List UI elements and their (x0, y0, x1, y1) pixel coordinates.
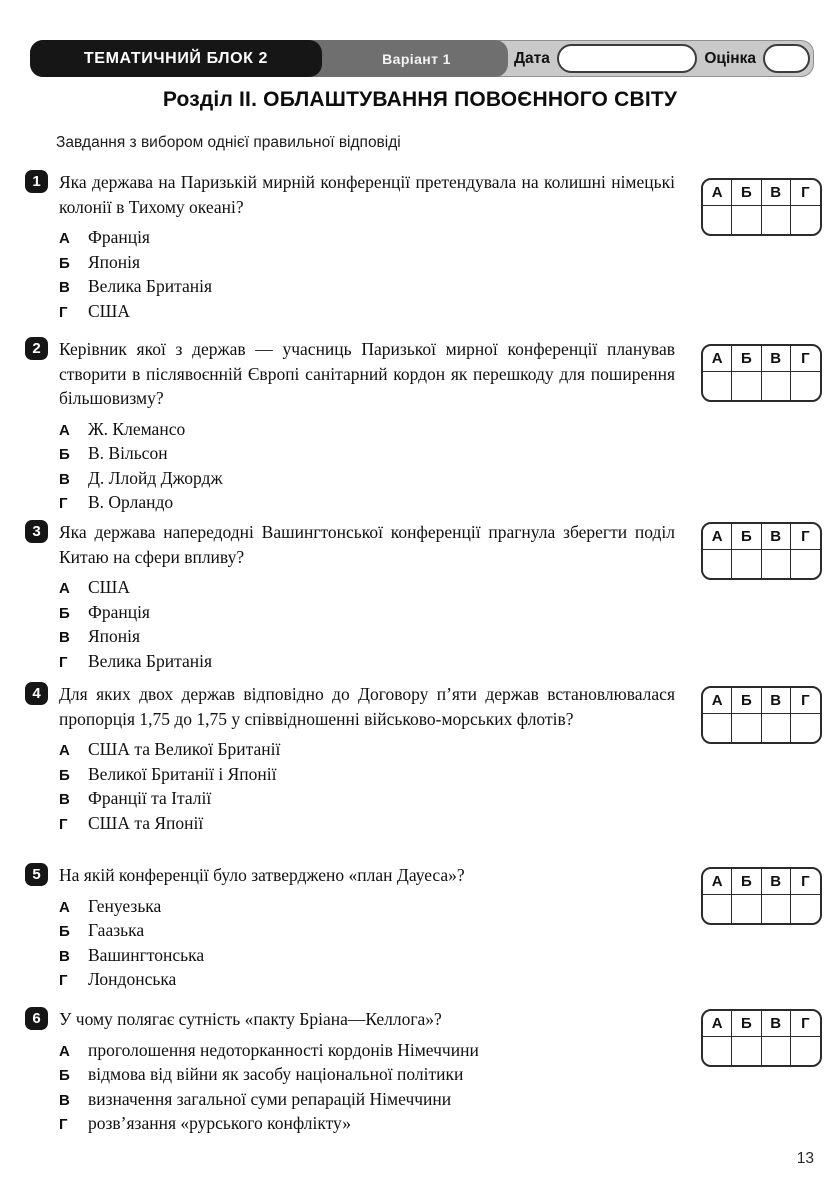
answer-option (59, 251, 675, 276)
option-text: США та Японії (88, 812, 204, 833)
question-number-badge: 4 (25, 682, 48, 705)
answer-grid-cell[interactable] (791, 1037, 820, 1066)
answer-grid-letter: А (703, 1011, 732, 1036)
question-body (59, 170, 675, 324)
answer-grid-cell[interactable] (703, 895, 732, 924)
answer-grid-cell[interactable] (703, 714, 732, 743)
answer-option (59, 625, 675, 650)
answer-option (59, 442, 675, 467)
answer-grid-cell[interactable] (732, 895, 761, 924)
answer-option (59, 1088, 675, 1113)
answer-grid-letter: А (703, 346, 732, 371)
answer-grid-letter: Б (732, 869, 761, 894)
answer-grid-letter: А (703, 180, 732, 205)
thematic-block-label: ТЕМАТИЧНИЙ БЛОК 2 (30, 40, 322, 77)
option-letter: Б (59, 923, 70, 940)
option-text: В. Орландо (88, 492, 174, 512)
answer-option (59, 919, 675, 944)
question-block (25, 682, 675, 836)
options-list (59, 226, 675, 324)
answer-grid[interactable] (701, 867, 822, 925)
option-letter: В (59, 470, 70, 488)
question-block (25, 1007, 675, 1137)
question-text: Яка держава на Паризькій мирній конференції претендувала на колишні німецькі колонії в Тихому океані? (59, 172, 675, 217)
options-list (59, 576, 675, 674)
option-letter: А (59, 421, 70, 439)
answer-grid-letter: В (762, 1011, 791, 1036)
grade-label: Оцінка (704, 49, 756, 67)
option-letter: Б (59, 766, 70, 784)
answer-option (59, 738, 675, 763)
option-letter: В (59, 1091, 70, 1109)
answer-grid[interactable] (701, 522, 822, 580)
option-letter: В (59, 947, 70, 965)
answer-grid-cell[interactable] (762, 895, 791, 924)
option-letter: А (59, 230, 70, 247)
question-block (25, 337, 675, 516)
answer-grid-cell[interactable] (791, 550, 820, 579)
answer-grid[interactable] (701, 178, 822, 236)
options-list (59, 895, 675, 993)
option-text: визначення загальної суми репарацій Німеччини (88, 1088, 452, 1109)
date-input[interactable] (557, 44, 697, 73)
option-text: В. Вільсон (88, 443, 168, 463)
option-text: розв’язання «рурського конфлікту» (88, 1113, 351, 1133)
option-text: Велика Британія (88, 276, 212, 296)
answer-grid-cell[interactable] (762, 550, 791, 579)
answer-grid-cell[interactable] (732, 714, 761, 743)
question-text: Яка держава напередодні Вашингтонської конференції прагнула зберегти поділ Китаю на сфери впливу? (59, 522, 675, 567)
answer-grid-cell[interactable] (762, 1037, 791, 1066)
page-number: 13 (796, 1150, 814, 1167)
answer-grid-cell[interactable] (732, 550, 761, 579)
option-text: Вашингтонська (88, 944, 205, 965)
answer-option (59, 300, 675, 325)
options-list (59, 738, 675, 836)
answer-option (59, 812, 675, 837)
question-number-badge: 3 (25, 520, 48, 543)
answer-grid-letter: А (703, 869, 732, 894)
question-number-badge: 6 (25, 1007, 48, 1030)
option-text: США (88, 577, 130, 597)
answer-grid-letter: А (703, 688, 732, 713)
answer-grid-letter: Б (732, 180, 761, 205)
answer-option (59, 467, 675, 492)
answer-grid-header (703, 1011, 820, 1037)
answer-grid-cell[interactable] (791, 206, 820, 235)
question-text: На якій конференції було затверджено «план Дауеса»? (59, 865, 465, 885)
answer-grid-cell[interactable] (791, 714, 820, 743)
variant-label: Варіант 1 (301, 40, 508, 77)
answer-option (59, 895, 675, 920)
question-body (59, 1007, 675, 1137)
option-text: Франція (88, 227, 150, 247)
option-letter: Г (59, 653, 68, 671)
option-text: Велика Британія (88, 650, 212, 671)
option-text: Великої Британії і Японії (88, 763, 277, 784)
answer-grid[interactable] (701, 686, 822, 744)
question-number-badge: 1 (25, 170, 48, 193)
page-title: Розділ ІІ. ОБЛАШТУВАННЯ ПОВОЄННОГО СВІТУ (162, 88, 678, 111)
option-letter: Г (59, 1116, 68, 1133)
option-letter: Г (59, 815, 68, 833)
section-subtitle: Завдання з вибором однієї правильної відповіді (56, 134, 401, 151)
answer-grid-header (703, 524, 820, 550)
option-letter: Б (59, 1067, 70, 1084)
answer-grid-cell[interactable] (732, 1037, 761, 1066)
answer-grid-cell[interactable] (732, 372, 761, 401)
answer-grid-row (703, 1037, 820, 1066)
answer-grid-cell[interactable] (762, 714, 791, 743)
answer-grid-cell[interactable] (732, 206, 761, 235)
answer-option (59, 944, 675, 969)
answer-grid-letter: Б (732, 524, 761, 549)
option-letter: Б (59, 604, 70, 622)
option-letter: А (59, 742, 70, 759)
options-list (59, 1039, 675, 1137)
question-body (59, 337, 675, 516)
option-letter: В (59, 279, 70, 296)
option-text: США (88, 300, 130, 321)
option-letter: Б (59, 446, 70, 463)
option-letter: А (59, 580, 70, 597)
answer-grid-cell[interactable] (762, 206, 791, 235)
answer-grid-cell[interactable] (703, 1037, 732, 1066)
option-text: США та Великої Британії (88, 739, 281, 759)
answer-grid-letter: В (762, 180, 791, 205)
question-block (25, 520, 675, 674)
answer-option (59, 1063, 675, 1088)
option-text: проголошення недоторканності кордонів Німеччини (88, 1039, 479, 1060)
question-body (59, 682, 675, 836)
answer-option (59, 968, 675, 993)
question-block (25, 863, 675, 993)
answer-grid-letter: А (703, 524, 732, 549)
answer-option (59, 763, 675, 788)
option-text: відмова від війни як засобу національної політики (88, 1064, 464, 1084)
option-letter: А (59, 1042, 70, 1060)
option-text: Д. Ллойд Джордж (88, 467, 223, 488)
answer-grid-cell[interactable] (791, 895, 820, 924)
answer-grid-letter: В (762, 524, 791, 549)
answer-grid-letter: Г (801, 873, 810, 890)
option-letter: В (59, 629, 70, 646)
answer-grid-header (703, 180, 820, 206)
option-text: Генуезька (88, 895, 162, 916)
question-body (59, 520, 675, 674)
answer-grid-letter: Б (732, 1011, 761, 1036)
option-text: Гаазька (88, 920, 145, 940)
answer-grid-letter: В (762, 869, 791, 894)
answer-option (59, 1112, 675, 1137)
header-bar (30, 40, 814, 77)
answer-grid-row (703, 714, 820, 743)
answer-option (59, 787, 675, 812)
answer-option (59, 418, 675, 443)
grade-input[interactable] (763, 44, 810, 73)
answer-grid-cell[interactable] (703, 206, 732, 235)
option-letter: Б (59, 254, 70, 272)
answer-grid-header (703, 688, 820, 714)
option-letter: В (59, 791, 70, 808)
question-text: Керівник якої з держав — учасниць Паризької мирної конференції планував створити в післявоєнній Європі санітарний кордон як перешкоду для поширення більшовизму? (59, 339, 675, 408)
answer-option (59, 576, 675, 601)
option-letter: Г (59, 303, 68, 321)
answer-grid-cell[interactable] (791, 372, 820, 401)
option-letter: Г (59, 972, 68, 989)
option-text: Франція (88, 601, 150, 622)
option-text: Франції та Італії (88, 788, 212, 808)
answer-grid-row (703, 372, 820, 401)
answer-option (59, 601, 675, 626)
answer-grid-cell[interactable] (762, 372, 791, 401)
option-text: Японія (88, 626, 141, 646)
option-text: Ж. Клемансо (88, 418, 186, 439)
question-text: Для яких двох держав відповідно до Договору п’яти держав встановлювалася пропорція 1,75 до 1,75 у співвідношенні військово-морських флотів? (59, 684, 675, 729)
answer-grid-letter: Г (801, 1015, 810, 1032)
answer-grid-row (703, 895, 820, 924)
question-body (59, 863, 675, 993)
answer-grid[interactable] (701, 1009, 822, 1067)
answer-grid-row (703, 550, 820, 579)
answer-grid-cell[interactable] (703, 550, 732, 579)
option-text: Лондонська (88, 969, 177, 989)
answer-grid-header (703, 869, 820, 895)
answer-grid[interactable] (701, 344, 822, 402)
header-fields (514, 41, 810, 76)
answer-option (59, 226, 675, 251)
answer-grid-letter: Г (801, 528, 810, 545)
answer-grid-letter: Г (801, 692, 810, 709)
option-letter: А (59, 898, 70, 916)
answer-option (59, 650, 675, 675)
answer-grid-row (703, 206, 820, 235)
answer-grid-letter: Г (801, 350, 810, 367)
question-number-badge: 2 (25, 337, 48, 360)
options-list (59, 418, 675, 516)
answer-grid-cell[interactable] (703, 372, 732, 401)
question-block (25, 170, 675, 324)
option-letter: Г (59, 495, 68, 512)
answer-grid-header (703, 346, 820, 372)
answer-grid-letter: Б (732, 346, 761, 371)
question-number-badge: 5 (25, 863, 48, 886)
question-text: У чому полягає сутність «пакту Бріана—Келлога»? (59, 1009, 442, 1029)
option-text: Японія (88, 251, 141, 272)
answer-grid-letter: В (762, 688, 791, 713)
answer-grid-letter: Б (732, 688, 761, 713)
answer-option (59, 1039, 675, 1064)
answer-grid-letter: В (762, 346, 791, 371)
date-label: Дата (514, 49, 550, 67)
answer-grid-letter: Г (801, 184, 810, 201)
answer-option (59, 275, 675, 300)
answer-option (59, 491, 675, 516)
